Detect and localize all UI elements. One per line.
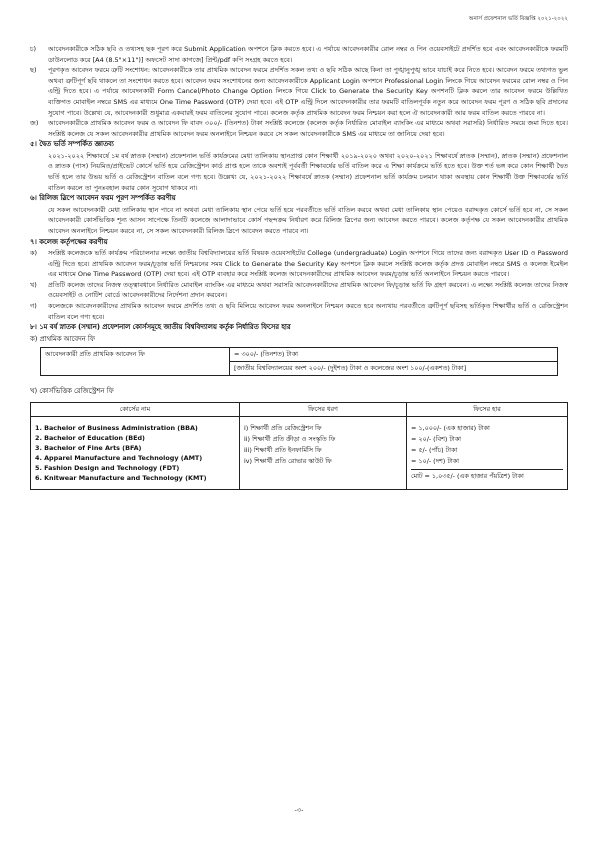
item-cha (30, 44, 568, 65)
section-7-title: ৭। কলেজ কর্তৃপক্ষের করণীয় (30, 237, 108, 246)
application-fee-split: [জাতীয় বিশ্ববিদ্যালয়ের অংশ ২০০/- (দুইশত) টাকা ও কলেজের অংশ ১০০/-(একশত) টাকা] (230, 362, 558, 376)
column-header: ফিসের হার (407, 402, 568, 416)
fee-rate: = ২০/- (বিশ) টাকা (411, 434, 462, 443)
course-name: 5. Fashion Design and Technology (FDT) (35, 463, 180, 472)
fee-rate-list (407, 416, 568, 489)
table-row (31, 416, 568, 489)
item-7-kha (30, 280, 568, 301)
document-page (30, 0, 568, 814)
item-text: প্রতিটি কলেজ তাদের নিজস্ব তত্ত্বাবধানে নির্ধারিত মোবাইল ব্যাংকিং এর মাধ্যমে অথবা সরাসরি আবেদনকারীদের প্রাথমিক আবেদন ফি/চূড়ান্ত ভর্তি ফি গ্রহণ করবেন। এ লক্ষ্যে সংশ্লিষ্ট কলেজ তাদের নিজস্ব ওয়েবসাইট ও নোটিশ বোর্ডে আবেদনকারীদের নির্দেশনা প্রদান করবেন। (48, 280, 568, 300)
application-fee-title: ক) প্রাথমিক আবেদন ফি (30, 334, 95, 343)
item-7-ga (30, 301, 568, 322)
fee-type-list (240, 416, 407, 489)
item-chha (30, 65, 568, 118)
fee-type: i) শিক্ষার্থী প্রতি রেজিস্ট্রেশন ফি (244, 423, 322, 432)
item-text: পূরণকৃত আবেদন ফরমে ত্রুটি সংশোধন: আবেদনকারীকে তার প্রাথমিক আবেদন ফরমে প্রদর্শিত সকল তথ্য ও ছবি সঠিক আছে কিনা তা পুঙ্খানুপুঙ্খ ভাবে যাচাই করে নিতে হবে। আবেদন ফরমে তথ্যগত ভুল অথবা ত্রুটিপূর্ণ ছবি থাকলে তা সংশোধন করতে হবে। আবেদন ফরম সংশোধনের জন্য আবেদনকারীকে Applicant Login অপশনে Professional Login লিংকে গিয়ে আবেদন ফরমের রোল নম্বর ও পিন এন্ট্রি দিতে হবে। এ পর্যায়ে আবেদনকারী Form Cancel/Photo Change Option লিংকে গিয়ে Click to Generate the Security Key অপশনটি ক্লিক করলে তার আবেদন ফরমে উল্লিখিত ব্যক্তিগত মোবাইল নম্বরে SMS এর মাধ্যমে One Time Password (OTP) দেয়া হবে। এই OTP এন্ট্রি দিলে আবেদনকারীর তার ফরমটি বাতিলপূর্বক নতুন করে আবেদন ফরম পূরণ ও সঠিক ছবি প্রদানের সুযোগ পাবে। উল্লেখ্য যে, আবেদনকারী শুধুমাত্র একবারই ফরম বাতিলের সুযোগ পাবে। কলেজ কর্তৃক প্রাথমিক আবেদন ফরম নিশ্চয়ন করা হলে ঐ আবেদনকারী আর ফরম বাতিল করতে পারবে না। (48, 66, 568, 117)
fee-rate: = ১,০০০/- (এক হাজার) টাকা (411, 423, 490, 432)
course-name: 3. Bachelor of Fine Arts (BFA) (35, 443, 142, 452)
course-name: 1. Bachelor of Business Administration (BBA) (35, 423, 198, 432)
column-header: কোর্সের নাম (31, 402, 240, 416)
section-5-text: ২০২১-২০২২ শিক্ষাবর্ষে ১ম বর্ষ স্নাতক (সম্মান) প্রফেশনাল ভর্তি কার্যক্রমের মেধা তালিকায় স্থানপ্রাপ্ত কোন শিক্ষার্থী ২০১৯-২০২০ অথবা ২০২০-২০২১ শিক্ষাবর্ষে স্নাতক (সম্মান), স্নাতক (সম্মান) প্রফেশনাল ও স্নাতক (পাস) নিয়মিত/প্রাইভেট কোর্সে ভর্তি হয়ে রেজিস্ট্রেশন কার্ড প্রাপ্ত হলে তাকে অবশ্যই পূর্ববর্তী শিক্ষাবর্ষের ভর্তি বাতিল করে এ শিক্ষা কার্যক্রমে ভর্তি হতে হবে। উক্ত শর্ত ভঙ্গ করে কোন শিক্ষার্থী দ্বৈত ভর্তি হলে তার উভয় ভর্তি ও রেজিস্ট্রেশন বাতিল বলে গণ্য হবে। উল্লেখ্য যে, ২০২১-২০২২ শিক্ষাবর্ষে স্নাতক (সম্মান) প্রফেশনাল ভর্তি কার্যক্রম চলমান থাকা অবস্থায় কোন শিক্ষার্থী উক্ত শিক্ষাবর্ষের ভর্তি বাতিল করলে তা পুনঃবহাল করার কোন সুযোগ থাকবে না। (48, 151, 568, 192)
section-6-title: ৬। রিলিজ স্লিপে আবেদন ফরম পূরণ সম্পর্কিত করণীয় (30, 194, 176, 203)
application-fee-label: আবেদনকারী প্রতি প্রাথমিক আবেদন ফি (41, 348, 230, 376)
fee-type: iv) শিক্ষার্থী প্রতি রোভার স্কাউট ফি (244, 456, 332, 465)
item-label: চ) (30, 45, 37, 53)
fee-rate: = ১০/- (দশ) টাকা (411, 456, 459, 465)
item-label: জ) (30, 119, 39, 128)
column-header: ফিসের ধরণ (240, 402, 407, 416)
course-name: 6. Knitwear Manufacture and Technology (KMT) (35, 473, 207, 482)
item-text: আবেদনকারীকে সঠিক ছবি ও তথ্যসহ ছক পূরণ করে Submit Application অপশনে ক্লিক করতে হবে। এ পর্যায়ে আবেদনকারীর রোল নম্বর ও পিন ওয়েবসাইটে প্রদর্শিত হবে এবং আবেদনকারীকে ফরমটি ডাউনলোড করে [A4 (8.5"×11")] অফসেট সাদা কাগজে] প্রিন্ট/pdf কপি সংগ্রহ করতে হবে। (48, 45, 568, 64)
application-fee-table (40, 347, 558, 376)
item-7-ka (30, 248, 568, 280)
item-label: খ) (30, 280, 37, 289)
table-header-row (31, 402, 568, 416)
registration-fee-title: খ) কোর্সভিত্তিক রেজিস্ট্রেশন ফি (30, 387, 114, 396)
fee-total: মোট = ১,০৩৫/- (এক হাজার পঁয়ত্রিশ) টাকা (411, 469, 563, 482)
page-number: -৩- (294, 806, 304, 814)
course-name: 2. Bachelor of Education (BEd) (35, 433, 145, 442)
fee-rate: = ৫/- (পাঁচ) টাকা (411, 445, 458, 454)
course-list (31, 416, 240, 489)
fee-type: iii) শিক্ষার্থী প্রতি ইনফার্মিসি ফি (244, 445, 322, 454)
course-name: 4. Apparel Manufacture and Technology (AMT) (35, 453, 203, 462)
registration-fee-table (30, 402, 568, 490)
section-5-title: ৫। দ্বৈত ভর্তি সম্পর্কিত জ্ঞাতব্য (30, 140, 114, 149)
item-label: ক) (30, 249, 38, 257)
application-fee-value: = ৩০০/- (তিনশত) টাকা (230, 348, 558, 362)
item-text: আবেদনকারীকে প্রাথমিক আবেদন ফরম ও আবেদন ফি বাবদ ৩০০/- (তিনশত) টাকা সংশ্লিষ্ট কলেজে (কলেজ কর্তৃক নির্ধারিত মোবাইল ব্যাংকিং এর মাধ্যমে অথবা সরাসরি) নির্ধারিত সময়ে জমা দিতে হবে। সংশ্লিষ্ট কলেজ যে সকল আবেদনকারীর প্রাথমিক আবেদন ফরম অনলাইনে নিশ্চয়ন করবে সে সকল আবেদনকারীকে SMS এর মাধ্যমে তা জানিয়ে দেয়া হবে। (48, 119, 568, 138)
item-ja (30, 118, 568, 139)
fee-type: ii) শিক্ষার্থী প্রতি ক্রীড়া ও সংস্কৃতি ফি (244, 434, 336, 443)
item-text: কলেজকে আবেদনকারীদের প্রাথমিক আবেদন ফরমে প্রদর্শিত তথ্য ও ছবি মিলিয়ে আবেদন ফরম অনলাইনে নিশ্চয়ন করতে হবে অন্যথায় পরবর্তীতে ত্রুটিপূর্ণ ছবিসহ ভর্তিকৃত শিক্ষার্থীর ভর্তি ও রেজিস্ট্রেশন বাতিল বলে গণ্য হবে। (48, 301, 568, 321)
item-label: গ) (30, 301, 37, 310)
header-right: অনার্স প্রফেশনাল ভর্তি বিজ্ঞপ্তি ২০২১-২০২২ (468, 16, 568, 22)
section-8-title: ৮। ১ম বর্ষ স্নাতক (সম্মান) প্রফেশনাল কোর্সসমূহে জাতীয় বিশ্ববিদ্যালয় কর্তৃক নির্ধারিত ফিসের হার (30, 323, 291, 332)
item-label: ছ) (30, 66, 37, 75)
section-6-text: যে সকল আবেদনকারী মেধা তালিকায় স্থান পাবে না অথবা মেধা তালিকায় স্থান পেয়ে ভর্তি হয়ে পরবর্তীতে ভর্তি বাতিল করবে অথবা মেধা তালিকায় স্থান পেয়েও বরাদ্দকৃত কোর্সে ভর্তি হবে না, সে সকল আবেদনকারী কোর্সভিত্তিক শূন্য আসন সাপেক্ষে তিনটি কলেজে আলাদাভাবে কোর্স পছন্দক্রম নির্ধারণ করে রিলিজ স্লিপের জন্য আবেদন করতে পারবে। কলেজ কর্তৃপক্ষ যে সকল আবেদনকারীর প্রাথমিক আবেদন অনলাইনে নিশ্চয়ন করবে না, সে সকল আবেদনকারী রিলিজ স্লিপে আবেদন করতে পারবে না। (48, 205, 568, 235)
item-text: সংশ্লিষ্ট কলেজকে ভর্তি কার্যক্রম পরিচালনার লক্ষ্যে জাতীয় বিশ্ববিদ্যালয়ের ভর্তি বিষয়ক ওয়েবসাইটের College (undergraduate) Login অপশনে গিয়ে তাদের জন্য বরাদ্দকৃত User ID ও Password এন্ট্রি দিতে হবে। প্রাথমিক আবেদন ফরম/চূড়ান্ত ভর্তি নিশ্চয়নের সময় Click to Generate the Security Key অপশনে ক্লিক করলে সংশ্লিষ্ট কলেজ কর্তৃক প্রদত্ত মোবাইল নম্বরে SMS ও কলেজ ইমেইল এর মাধ্যমে One Time Password (OTP) দেয়া হবে। এই OTP ব্যবহার করে সংশ্লিষ্ট কলেজ আবেদনকারীদের প্রাথমিক আবেদন ফরম/চূড়ান্ত ভর্তি অনলাইনে নিশ্চয়ন করতে পারবে। (48, 249, 568, 279)
